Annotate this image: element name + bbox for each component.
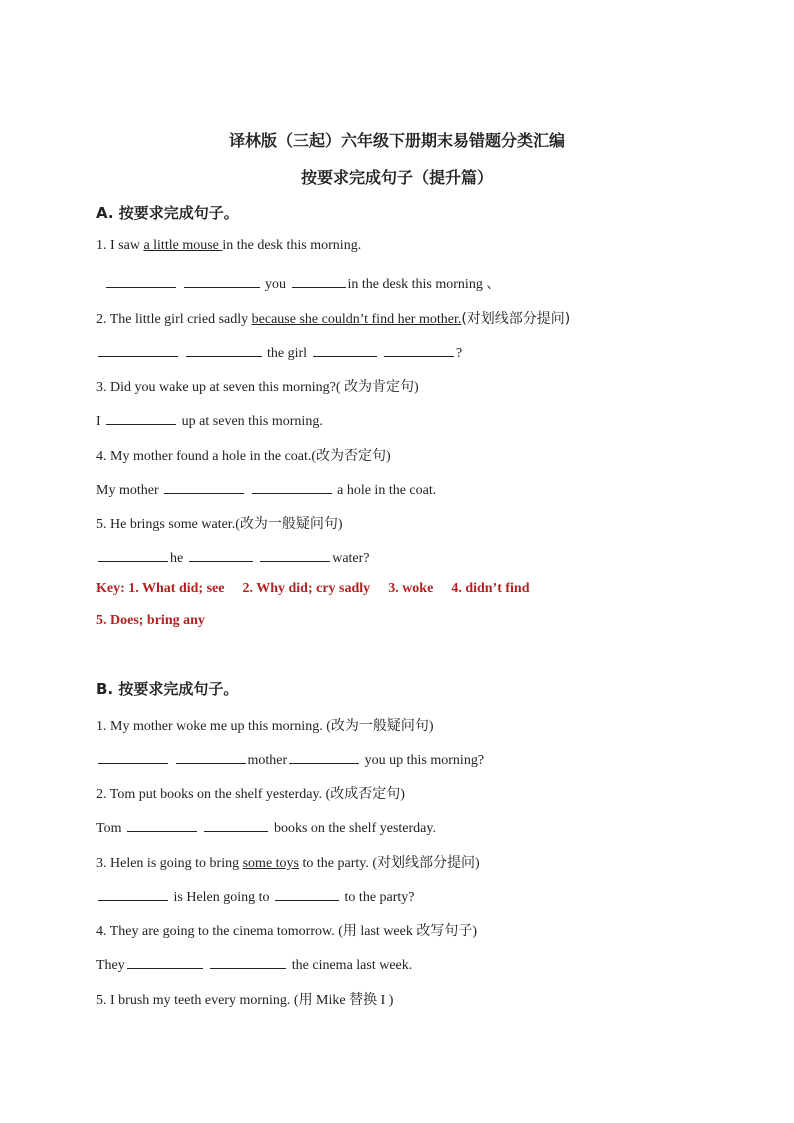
blank[interactable] <box>164 480 244 494</box>
blank[interactable] <box>98 343 178 357</box>
blank[interactable] <box>204 818 268 832</box>
section-b-heading: B. 按要求完成句子。 <box>96 680 239 698</box>
question-b5: 5. I brush my teeth every morning. (用 Mike 替换 I ) <box>96 993 394 1008</box>
blank[interactable] <box>106 411 176 425</box>
answer-a4: My mother a hole in the coat. <box>96 480 436 499</box>
answer-key-a-line1: Key: 1. What did; see 2. Why did; cry sadly 3. woke 4. didn’t find <box>96 581 530 596</box>
answer-a5: he water? <box>96 548 370 567</box>
answer-b4: They the cinema last week. <box>96 955 412 974</box>
blank[interactable] <box>127 955 203 969</box>
answer-b2: Tom books on the shelf yesterday. <box>96 818 436 837</box>
section-a-heading: A. 按要求完成句子。 <box>96 204 239 222</box>
question-b4: 4. They are going to the cinema tomorrow. (用 last week 改写句子) <box>96 924 478 939</box>
blank[interactable] <box>176 750 246 764</box>
blank[interactable] <box>98 887 168 901</box>
blank[interactable] <box>292 274 346 288</box>
blank[interactable] <box>275 887 339 901</box>
question-b1: 1. My mother woke me up this morning. (改为一般疑问句) <box>96 719 434 734</box>
blank[interactable] <box>98 548 168 562</box>
blank[interactable] <box>186 343 262 357</box>
question-b2: 2. Tom put books on the shelf yesterday. (改成否定句) <box>96 787 405 802</box>
answer-b1: mother you up this morning? <box>96 750 484 769</box>
blank[interactable] <box>289 750 359 764</box>
question-a3: 3. Did you wake up at seven this morning?( 改为肯定句) <box>96 380 419 395</box>
answer-a1: you in the desk this morning 、 <box>104 273 500 293</box>
question-a4: 4. My mother found a hole in the coat.(改为否定句) <box>96 449 391 464</box>
blank[interactable] <box>210 955 286 969</box>
blank[interactable] <box>127 818 197 832</box>
answer-key-a-line2: 5. Does; bring any <box>96 613 205 628</box>
answer-b3: is Helen going to to the party? <box>96 887 415 906</box>
blank[interactable] <box>313 343 377 357</box>
blank[interactable] <box>252 480 332 494</box>
question-a2: 2. The little girl cried sadly because she couldn’t find her mother.(对划线部分提问) <box>96 311 571 327</box>
answer-a3: I up at seven this morning. <box>96 411 323 430</box>
question-b3: 3. Helen is going to bring some toys to the party. (对划线部分提问) <box>96 856 480 871</box>
answer-a2: the girl ? <box>96 343 462 362</box>
blank[interactable] <box>106 274 176 288</box>
page-subtitle: 按要求完成句子（提升篇） <box>300 168 493 187</box>
blank[interactable] <box>384 343 454 357</box>
question-a5: 5. He brings some water.(改为一般疑问句) <box>96 517 343 532</box>
question-a1: 1. I saw a little mouse in the desk this morning. <box>96 238 362 253</box>
blank[interactable] <box>98 750 168 764</box>
blank[interactable] <box>260 548 330 562</box>
page-title: 译林版（三起）六年级下册期末易错题分类汇编 <box>228 131 565 150</box>
blank[interactable] <box>189 548 253 562</box>
blank[interactable] <box>184 274 260 288</box>
